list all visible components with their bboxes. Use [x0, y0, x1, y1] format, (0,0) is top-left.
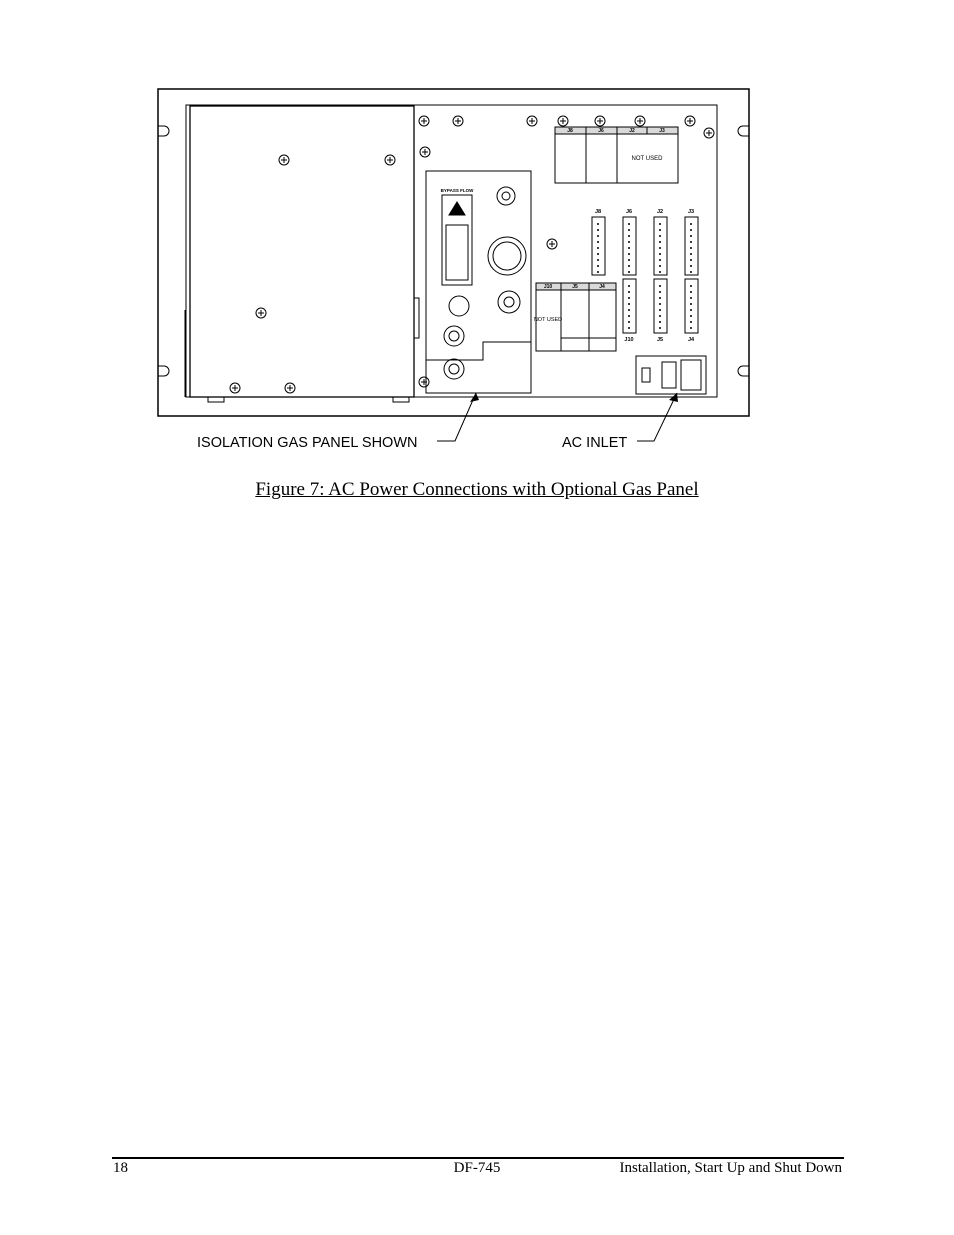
connector-label-j6: J6 [625, 209, 633, 215]
callout-ac-inlet: AC INLET [562, 435, 628, 451]
connector-pin [597, 223, 599, 225]
screw-icon-cross [687, 118, 693, 124]
rack-slot-left-top [158, 126, 169, 136]
screw-icon-cross [258, 310, 264, 316]
connector-pin [690, 259, 692, 261]
connector-pin [628, 241, 630, 243]
connector-pin [690, 291, 692, 293]
connector-pin [690, 247, 692, 249]
flowmeter-knob [449, 296, 469, 316]
screw-icon-cross [287, 385, 293, 391]
rack-slot-left-bottom [158, 366, 169, 376]
connector-pin [628, 247, 630, 249]
connector-pin [597, 259, 599, 261]
connector-j10 [623, 279, 636, 333]
footer-page-number: 18 [113, 1160, 128, 1176]
left-cover-box [190, 106, 414, 397]
connector-label-j2: J2 [656, 209, 664, 215]
connector-pin [690, 265, 692, 267]
footer-doc-id: DF-745 [453, 1160, 501, 1176]
footer-section-title: Installation, Start Up and Shut Down [619, 1160, 842, 1176]
connector-pin [690, 235, 692, 237]
connector-pin [659, 223, 661, 225]
connector-label-j10: J10 [624, 337, 634, 343]
connector-pin [628, 303, 630, 305]
connector-pin [628, 259, 630, 261]
connector-pin [659, 259, 661, 261]
connector-pin [690, 241, 692, 243]
screw-icon-cross [232, 385, 238, 391]
purge-inlet [444, 359, 464, 379]
connector-label-j4: J4 [687, 337, 695, 343]
connector-pin [659, 253, 661, 255]
table-top-header-j8: J8 [567, 128, 573, 134]
table-top-header-j2: J2 [629, 128, 635, 134]
screw-icon-cross [281, 157, 287, 163]
connector-label-j3: J3 [687, 209, 695, 215]
connector-pin [690, 309, 692, 311]
connector-pin [659, 327, 661, 329]
connector-pin [690, 229, 692, 231]
connector-pin [690, 271, 692, 273]
connector-pin [628, 315, 630, 317]
table-top-header-j3: J3 [659, 128, 665, 134]
connector-pin [597, 271, 599, 273]
connector-pin [597, 247, 599, 249]
table-bottom-header-j4: J4 [599, 284, 605, 290]
table-top-header-j6: J6 [598, 128, 604, 134]
connector-pin [628, 265, 630, 267]
table-bottom-header-j10: J10 [543, 284, 553, 290]
isolation-gas-outlet [444, 326, 464, 346]
rack-panel-outline [158, 89, 749, 416]
screw-icon-cross [387, 157, 393, 163]
screw-icon-cross [706, 130, 712, 136]
screw-icon-cross [560, 118, 566, 124]
connector-pin [628, 285, 630, 287]
connector-pin [690, 321, 692, 323]
screw-icon-cross [637, 118, 643, 124]
pressure-regulator [488, 237, 526, 275]
screw-icon-cross [549, 241, 555, 247]
connector-pin [659, 271, 661, 273]
table-bottom-not-used: NOT USED [533, 317, 563, 323]
connector-pin [690, 303, 692, 305]
screw-icon-cross [597, 118, 603, 124]
connector-pin [690, 285, 692, 287]
connector-pin [628, 229, 630, 231]
connector-pin [659, 247, 661, 249]
connector-j5 [654, 279, 667, 333]
connector-pin [659, 229, 661, 231]
connector-pin [628, 291, 630, 293]
connector-pin [597, 265, 599, 267]
callout-isolation-gas-panel: ISOLATION GAS PANEL SHOWN [197, 435, 418, 451]
connector-pin [659, 297, 661, 299]
connector-pin [659, 235, 661, 237]
connector-pin [659, 285, 661, 287]
figure-caption: Figure 7: AC Power Connections with Optional Gas Panel [255, 479, 699, 500]
rack-slot-right-top [738, 126, 749, 136]
connector-label-j8: J8 [594, 209, 602, 215]
connector-pin [597, 253, 599, 255]
connector-pin [628, 271, 630, 273]
screw-icon-cross [421, 118, 427, 124]
ac-power-connections-figure [0, 0, 954, 470]
connector-label-j5: J5 [656, 337, 664, 343]
connector-pin [659, 265, 661, 267]
connector-pin [690, 253, 692, 255]
connector-pin [659, 321, 661, 323]
connector-pin [628, 253, 630, 255]
table-bottom-header-j5: J5 [572, 284, 578, 290]
rack-slot-right-bottom [738, 366, 749, 376]
connector-pin [628, 327, 630, 329]
connector-pin [690, 223, 692, 225]
chassis-rear-plate [186, 105, 717, 397]
connector-pin [659, 241, 661, 243]
connector-pin [628, 321, 630, 323]
connector-pin [628, 235, 630, 237]
connector-pin [690, 297, 692, 299]
sample-inlet-fitting [498, 291, 520, 313]
connector-pin [597, 229, 599, 231]
connector-pin [628, 297, 630, 299]
connector-pin [659, 315, 661, 317]
connector-pin [628, 223, 630, 225]
connector-j4 [685, 279, 698, 333]
footer-rule [112, 1157, 844, 1159]
callout-leader-gas-panel [437, 393, 476, 441]
connector-pin [659, 303, 661, 305]
bypass-flow-label: BYPASS FLOW [440, 188, 474, 193]
connector-pin [690, 327, 692, 329]
connector-pin [628, 309, 630, 311]
connector-pin [690, 315, 692, 317]
connector-pin [659, 291, 661, 293]
connector-pin [597, 235, 599, 237]
screw-icon-cross [422, 149, 428, 155]
connector-pin [659, 309, 661, 311]
connector-pin [597, 241, 599, 243]
table-top-not-used: NOT USED [631, 156, 663, 162]
screw-icon-cross [455, 118, 461, 124]
purge-port [497, 187, 515, 205]
screw-icon-cross [529, 118, 535, 124]
